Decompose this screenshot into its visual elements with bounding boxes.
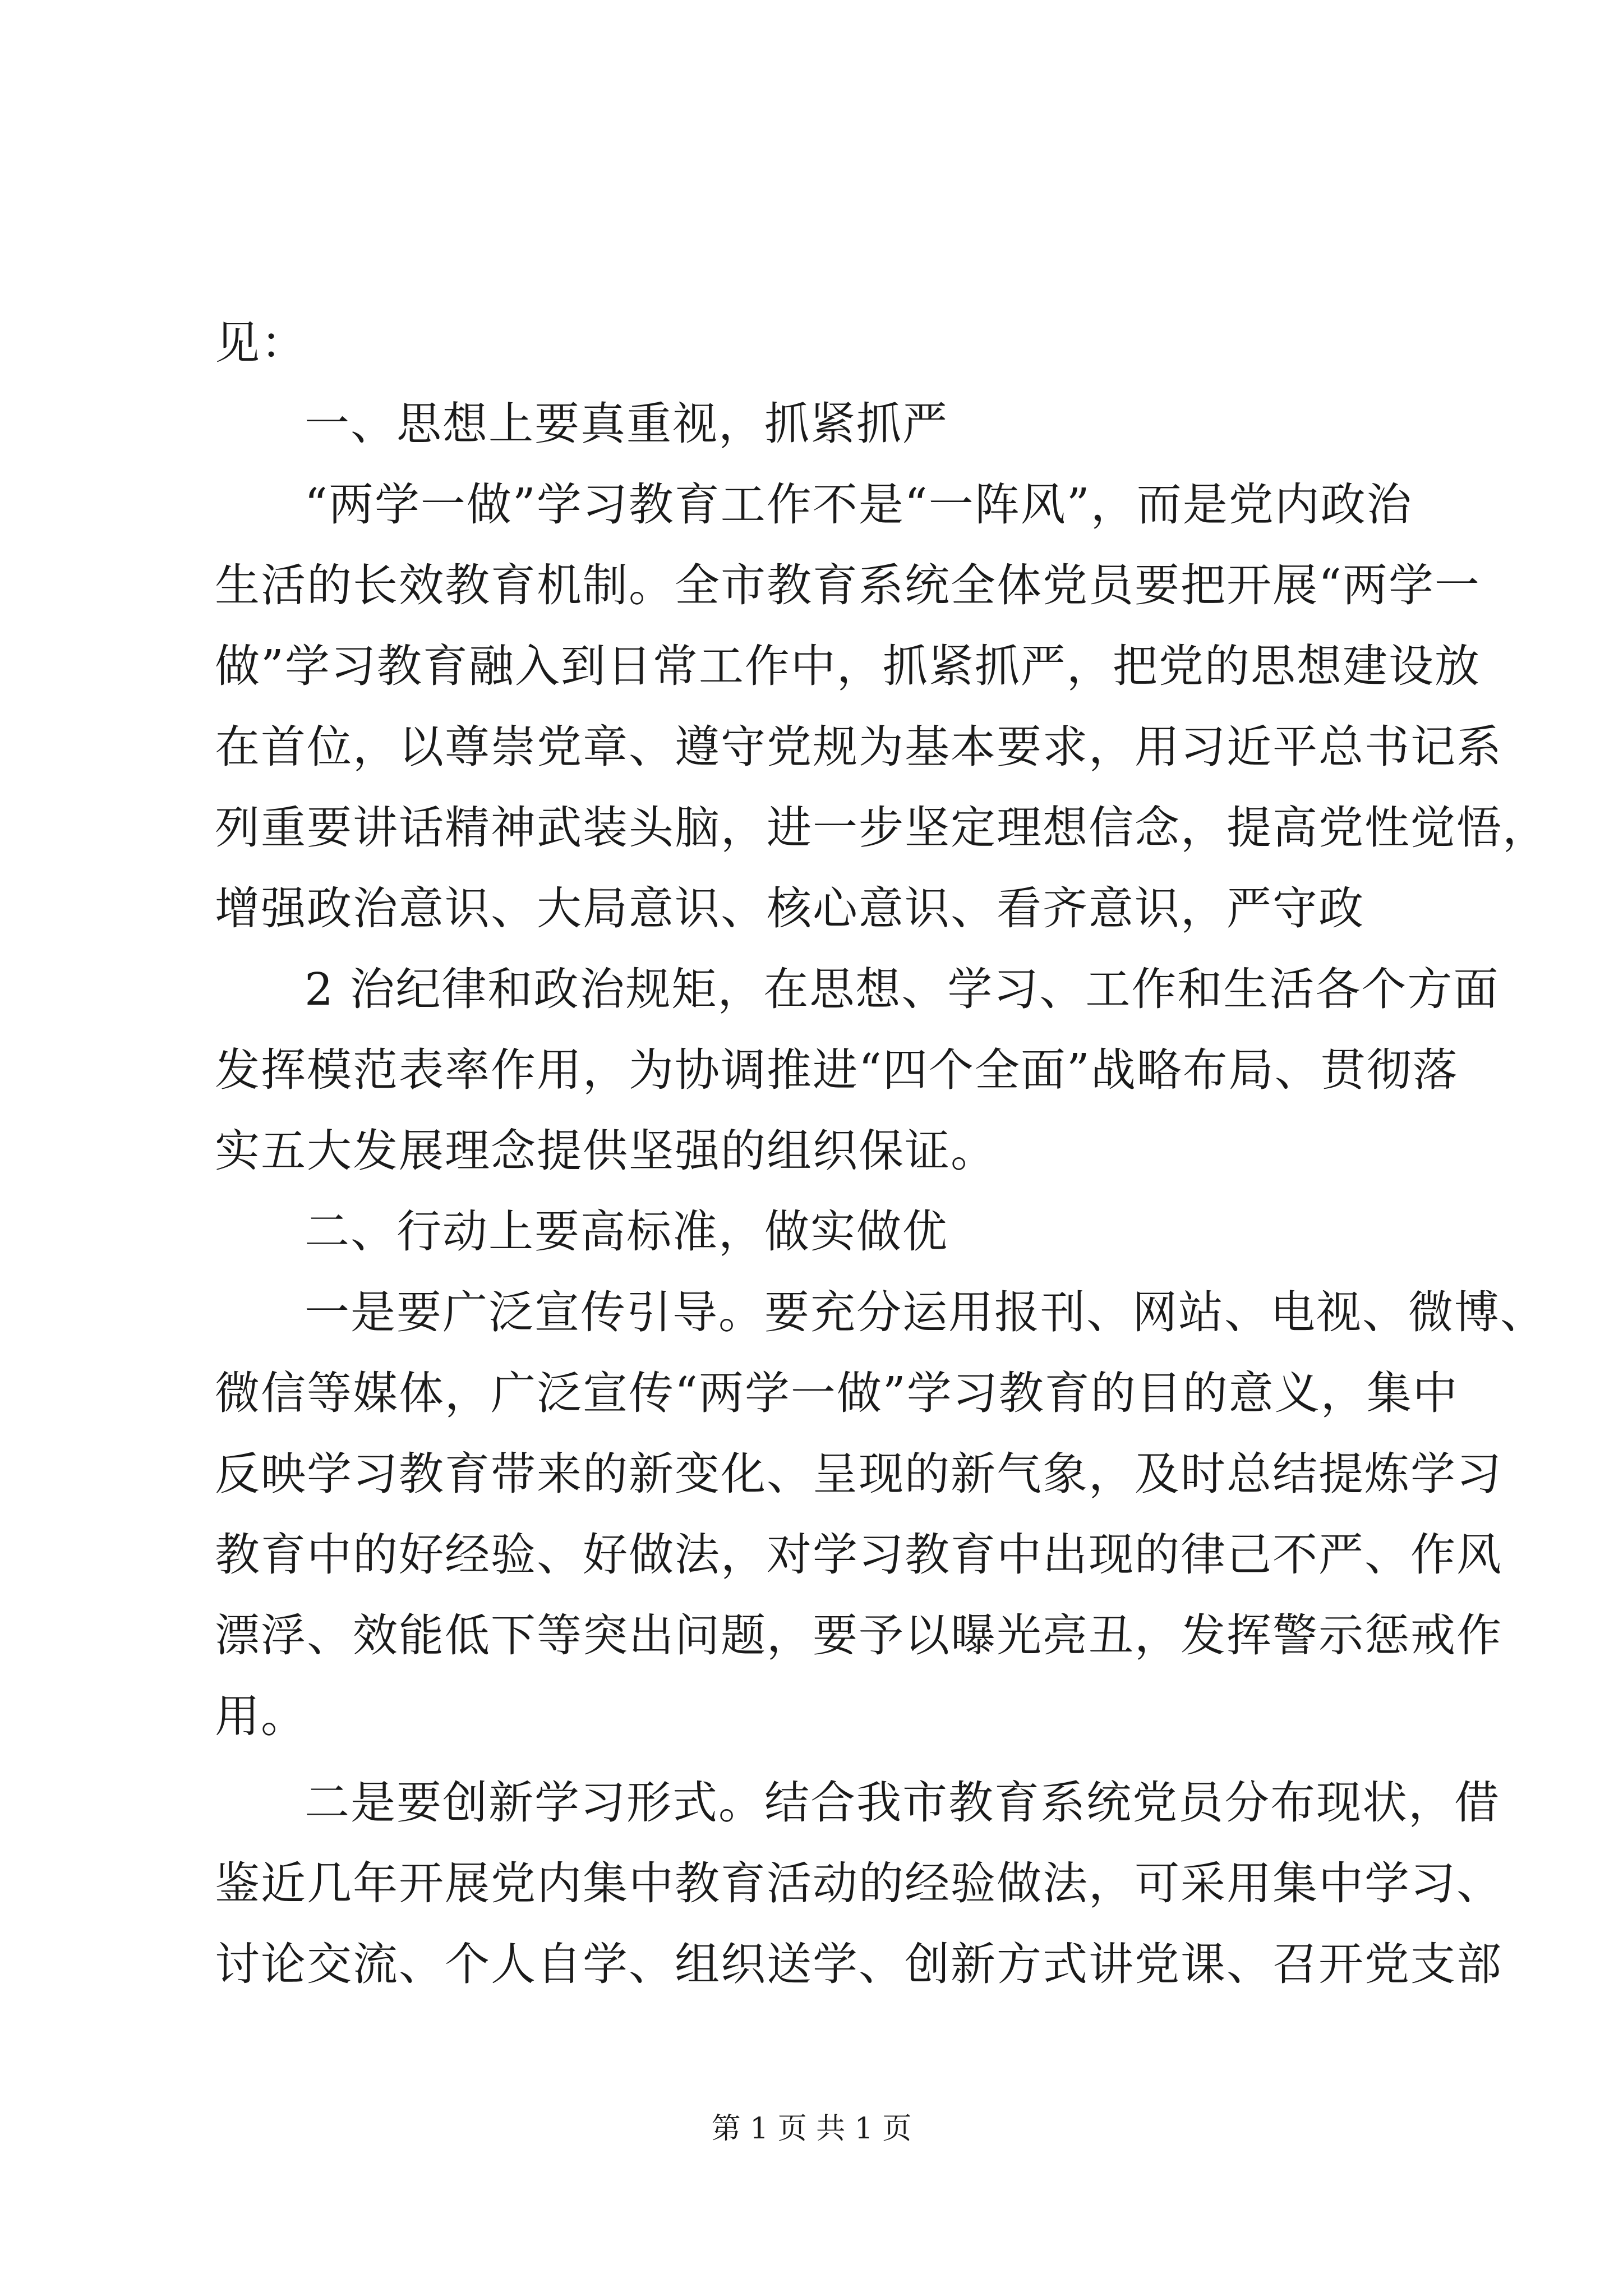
paragraph-line: 用。 — [215, 1690, 307, 1742]
paragraph-line: 发挥模范表率作用，为协调推进“四个全面”战略布局、贯彻落 — [215, 1044, 1459, 1096]
paragraph-line: 微信等媒体，广泛宣传“两学一做”学习教育的目的意义，集中 — [215, 1367, 1459, 1419]
paragraph-line: 列重要讲话精神武装头脑，进一步坚定理想信念，提高党性觉悟， — [215, 802, 1548, 854]
paragraph-line: 生活的长效教育机制。全市教育系统全体党员要把开展“两学一 — [215, 559, 1481, 611]
paragraph-line: 讨论交流、个人自学、组织送学、创新方式讲党课、召开党支部 — [215, 1938, 1502, 1990]
paragraph-line: 增强政治意识、大局意识、核心意识、看齐意识，严守政 — [215, 882, 1364, 935]
paragraph-line: 教育中的好经验、好做法，对学习教育中出现的律己不严、作风 — [215, 1529, 1502, 1581]
page-number-footer: 第 1 页 共 1 页 — [711, 2112, 912, 2146]
paragraph-line: 一是要广泛宣传引导。要充分运用报刊、网站、电视、微博、 — [305, 1286, 1546, 1338]
paragraph-line: 鉴近几年开展党内集中教育活动的经验做法，可采用集中学习、 — [215, 1857, 1502, 1910]
section-heading: 二、行动上要高标准，做实做优 — [305, 1205, 948, 1258]
paragraph-line: 反映学习教育带来的新变化、呈现的新气象，及时总结提炼学习 — [215, 1448, 1502, 1500]
paragraph-line: 实五大发展理念提供坚强的组织保证。 — [215, 1125, 997, 1177]
paragraph-line: 漂浮、效能低下等突出问题，要予以曝光亮丑，发挥警示惩戒作 — [215, 1609, 1502, 1662]
text-line: 见： — [215, 317, 307, 369]
paragraph-line: “两学一做”学习教育工作不是“一阵风”，而是党内政治 — [305, 478, 1413, 531]
document-body — [215, 303, 1548, 2005]
paragraph-line: 做”学习教育融入到日常工作中，抓紧抓严，把党的思想建设放 — [215, 640, 1481, 692]
paragraph-line: 二是要创新学习形式。结合我市教育系统党员分布现状，借 — [305, 1777, 1500, 1829]
section-heading: 一、思想上要真重视，抓紧抓严 — [305, 398, 948, 450]
paragraph-line: 2 治纪律和政治规矩，在思想、学习、工作和生活各个方面 — [305, 963, 1500, 1015]
paragraph-line: 在首位，以尊崇党章、遵守党规为基本要求，用习近平总书记系 — [215, 721, 1502, 773]
